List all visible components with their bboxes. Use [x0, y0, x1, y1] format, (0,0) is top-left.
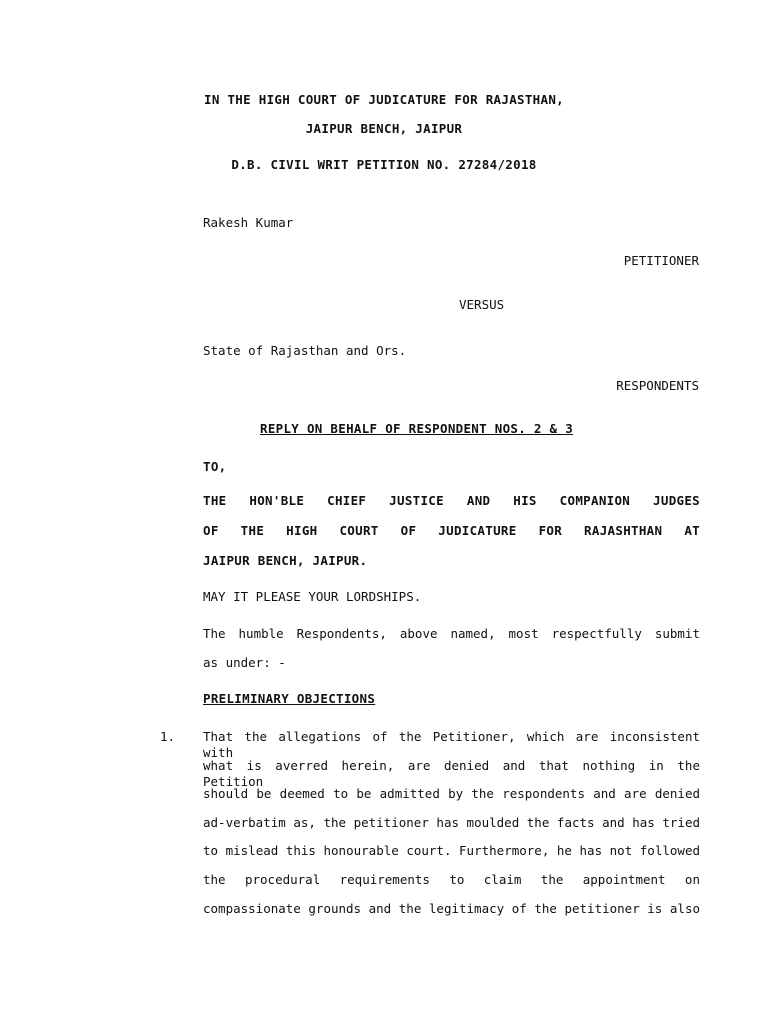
para-line-1: That the allegations of the Petitioner, which are inconsistent with	[203, 729, 700, 760]
para-line-4: ad-verbatim as, the petitioner has moulded the facts and has tried	[203, 815, 700, 830]
intro-line-2: as under: -	[203, 655, 286, 670]
para-line-6: the procedural requirements to claim the appointment on	[203, 872, 700, 887]
respondent-name: State of Rajasthan and Ors.	[203, 343, 407, 358]
reply-title: REPLY ON BEHALF OF RESPONDENT NOS. 2 & 3	[260, 421, 574, 436]
petition-number: D.B. CIVIL WRIT PETITION NO. 27284/2018	[231, 157, 537, 172]
para-line-5: to mislead this honourable court. Furthermore, he has not followed	[203, 843, 700, 858]
para-line-2: what is averred herein, are denied and that nothing in the Petition	[203, 758, 700, 789]
section-heading: PRELIMINARY OBJECTIONS	[203, 691, 376, 706]
court-title-line-2: JAIPUR BENCH, JAIPUR	[305, 121, 463, 136]
para-number: 1.	[160, 729, 176, 744]
petitioner-label: PETITIONER	[623, 253, 699, 268]
address-line-3: JAIPUR BENCH, JAIPUR.	[203, 553, 368, 568]
address-line-2: OF THE HIGH COURT OF JUDICATURE FOR RAJASHTHAN AT	[203, 523, 700, 538]
salutation: MAY IT PLEASE YOUR LORDSHIPS.	[203, 589, 422, 604]
court-title-line-1: IN THE HIGH COURT OF JUDICATURE FOR RAJASTHAN,	[204, 92, 564, 107]
address-line-1: THE HON'BLE CHIEF JUSTICE AND HIS COMPANION JUDGES	[203, 493, 700, 508]
address-to: TO,	[203, 459, 227, 474]
para-line-7: compassionate grounds and the legitimacy of the petitioner is also	[203, 901, 700, 916]
petitioner-name: Rakesh Kumar	[203, 215, 294, 230]
versus-label: VERSUS	[459, 297, 505, 312]
respondent-label: RESPONDENTS	[616, 378, 699, 393]
para-line-3: should be deemed to be admitted by the respondents and are denied	[203, 786, 700, 801]
intro-line-1: The humble Respondents, above named, most respectfully submit	[203, 626, 700, 641]
